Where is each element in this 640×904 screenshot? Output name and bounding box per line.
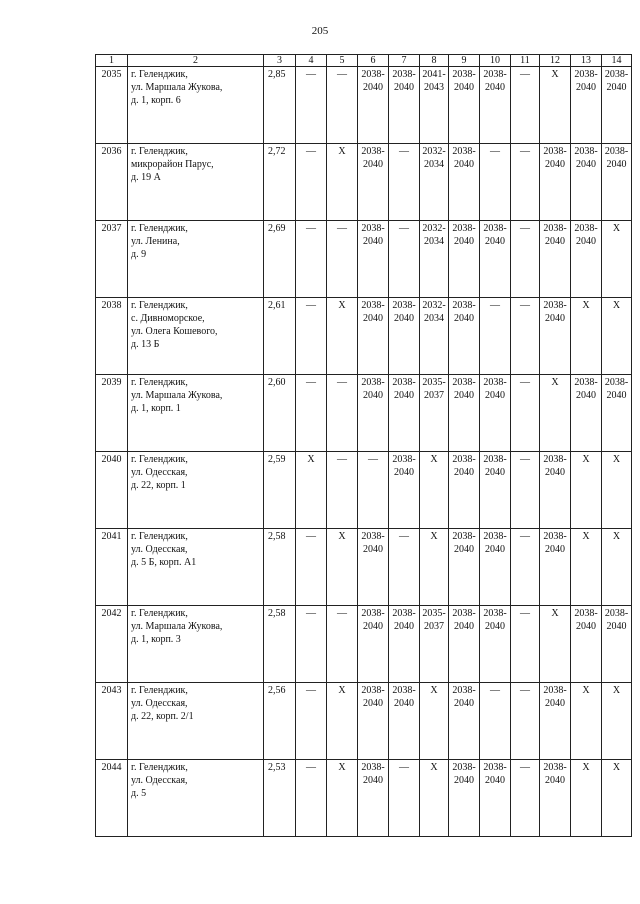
period-cell: 2038- 2040: [540, 529, 571, 606]
area-cell: 2,60: [264, 375, 296, 452]
column-number-header: 10: [480, 55, 511, 67]
period-cell: —: [296, 67, 327, 144]
period-cell: 2038- 2040: [358, 375, 389, 452]
period-cell: —: [296, 683, 327, 760]
period-cell: 2038- 2040: [449, 606, 480, 683]
period-cell: X: [571, 683, 602, 760]
page-number: 205: [311, 25, 329, 37]
period-cell: 2038- 2040: [358, 760, 389, 837]
period-cell: X: [602, 298, 632, 375]
period-cell: X: [420, 760, 449, 837]
period-cell: 2038- 2040: [449, 221, 480, 298]
period-cell: X: [327, 760, 358, 837]
row-number-cell: 2041: [96, 529, 128, 606]
period-cell: —: [296, 221, 327, 298]
period-cell: 2038- 2040: [449, 375, 480, 452]
period-cell: —: [296, 144, 327, 221]
period-cell: 2038- 2040: [540, 298, 571, 375]
address-cell: г. Геленджик, ул. Одесская, д. 5: [128, 760, 264, 837]
period-cell: 2038- 2040: [389, 683, 420, 760]
column-number-header: 12: [540, 55, 571, 67]
area-cell: 2,56: [264, 683, 296, 760]
address-cell: г. Геленджик, ул. Ленина, д. 9: [128, 221, 264, 298]
period-cell: 2038- 2040: [480, 606, 511, 683]
table-header-row: [96, 55, 632, 67]
period-cell: X: [327, 298, 358, 375]
period-cell: —: [511, 760, 540, 837]
period-cell: 2038- 2040: [449, 67, 480, 144]
period-cell: X: [571, 529, 602, 606]
area-cell: 2,69: [264, 221, 296, 298]
period-cell: —: [296, 298, 327, 375]
table-row: [96, 221, 632, 298]
period-cell: 2038- 2040: [449, 144, 480, 221]
period-cell: 2038- 2040: [602, 606, 632, 683]
column-number-header: 4: [296, 55, 327, 67]
period-cell: 2038- 2040: [358, 221, 389, 298]
period-cell: —: [480, 144, 511, 221]
period-cell: 2038- 2040: [449, 298, 480, 375]
period-cell: X: [571, 760, 602, 837]
area-cell: 2,53: [264, 760, 296, 837]
period-cell: 2038- 2040: [358, 683, 389, 760]
area-cell: 2,85: [264, 67, 296, 144]
period-cell: 2038- 2040: [358, 67, 389, 144]
period-cell: 2038- 2040: [571, 606, 602, 683]
address-cell: г. Геленджик, ул. Одесская, д. 22, корп. 1: [128, 452, 264, 529]
period-cell: —: [389, 529, 420, 606]
period-cell: 2038- 2040: [480, 67, 511, 144]
period-cell: —: [327, 221, 358, 298]
column-number-header: 6: [358, 55, 389, 67]
period-cell: 2032- 2034: [420, 298, 449, 375]
address-cell: г. Геленджик, микрорайон Парус, д. 19 А: [128, 144, 264, 221]
table-row: [96, 375, 632, 452]
period-cell: X: [602, 683, 632, 760]
address-cell: г. Геленджик, ул. Одесская, д. 22, корп. 2/1: [128, 683, 264, 760]
period-cell: 2038- 2040: [540, 221, 571, 298]
period-cell: 2038- 2040: [449, 683, 480, 760]
period-cell: 2038- 2040: [389, 298, 420, 375]
period-cell: 2038- 2040: [571, 221, 602, 298]
area-cell: 2,58: [264, 606, 296, 683]
period-cell: X: [420, 529, 449, 606]
period-cell: 2038- 2040: [358, 529, 389, 606]
period-cell: X: [296, 452, 327, 529]
column-number-header: 13: [571, 55, 602, 67]
period-cell: 2038- 2040: [571, 67, 602, 144]
period-cell: —: [511, 683, 540, 760]
table-row: [96, 760, 632, 837]
period-cell: —: [511, 606, 540, 683]
period-cell: X: [420, 683, 449, 760]
period-cell: 2038- 2040: [602, 67, 632, 144]
period-cell: —: [480, 298, 511, 375]
column-number-header: 2: [128, 55, 264, 67]
address-cell: г. Геленджик, ул. Одесская, д. 5 Б, корп. А1: [128, 529, 264, 606]
area-cell: 2,58: [264, 529, 296, 606]
period-cell: —: [327, 67, 358, 144]
period-cell: —: [389, 144, 420, 221]
period-cell: —: [296, 529, 327, 606]
period-cell: X: [327, 683, 358, 760]
period-cell: 2038- 2040: [389, 375, 420, 452]
period-cell: 2038- 2040: [358, 606, 389, 683]
row-number-cell: 2043: [96, 683, 128, 760]
period-cell: 2038- 2040: [389, 67, 420, 144]
period-cell: 2035- 2037: [420, 606, 449, 683]
period-cell: 2035- 2037: [420, 375, 449, 452]
period-cell: 2038- 2040: [358, 298, 389, 375]
area-cell: 2,61: [264, 298, 296, 375]
period-cell: 2038- 2040: [449, 760, 480, 837]
table-row: [96, 606, 632, 683]
period-cell: 2032- 2034: [420, 144, 449, 221]
address-cell: г. Геленджик, ул. Маршала Жукова, д. 1, корп. 1: [128, 375, 264, 452]
period-cell: 2038- 2040: [571, 375, 602, 452]
period-cell: X: [420, 452, 449, 529]
period-cell: 2038- 2040: [480, 529, 511, 606]
period-cell: 2032- 2034: [420, 221, 449, 298]
period-cell: 2038- 2040: [389, 606, 420, 683]
period-cell: —: [296, 606, 327, 683]
period-cell: X: [327, 144, 358, 221]
period-cell: 2038- 2040: [571, 144, 602, 221]
column-number-header: 14: [602, 55, 632, 67]
period-cell: X: [571, 452, 602, 529]
period-cell: 2038- 2040: [540, 144, 571, 221]
column-number-header: 1: [96, 55, 128, 67]
period-cell: X: [602, 760, 632, 837]
period-cell: —: [511, 144, 540, 221]
column-number-header: 11: [511, 55, 540, 67]
period-cell: 2038- 2040: [480, 221, 511, 298]
period-cell: —: [511, 67, 540, 144]
table-row: [96, 683, 632, 760]
period-cell: —: [296, 760, 327, 837]
period-cell: —: [327, 375, 358, 452]
period-cell: 2038- 2040: [449, 452, 480, 529]
period-cell: 2038- 2040: [449, 529, 480, 606]
row-number-cell: 2040: [96, 452, 128, 529]
row-number-cell: 2038: [96, 298, 128, 375]
column-number-header: 7: [389, 55, 420, 67]
period-cell: X: [540, 375, 571, 452]
row-number-cell: 2036: [96, 144, 128, 221]
period-cell: —: [296, 375, 327, 452]
row-number-cell: 2037: [96, 221, 128, 298]
period-cell: X: [602, 452, 632, 529]
area-cell: 2,59: [264, 452, 296, 529]
address-cell: г. Геленджик, с. Дивноморское, ул. Олега Кошевого, д. 13 Б: [128, 298, 264, 375]
column-number-header: 5: [327, 55, 358, 67]
period-cell: X: [540, 606, 571, 683]
row-number-cell: 2039: [96, 375, 128, 452]
period-cell: X: [571, 298, 602, 375]
period-cell: —: [511, 529, 540, 606]
row-number-cell: 2042: [96, 606, 128, 683]
period-cell: —: [358, 452, 389, 529]
period-cell: —: [511, 298, 540, 375]
period-cell: 2038- 2040: [602, 375, 632, 452]
period-cell: 2038- 2040: [540, 760, 571, 837]
period-cell: 2041- 2043: [420, 67, 449, 144]
period-cell: 2038- 2040: [602, 144, 632, 221]
period-cell: 2038- 2040: [480, 452, 511, 529]
table-row: [96, 144, 632, 221]
period-cell: —: [327, 606, 358, 683]
period-cell: —: [327, 452, 358, 529]
row-number-cell: 2035: [96, 67, 128, 144]
period-cell: 2038- 2040: [480, 375, 511, 452]
period-cell: X: [602, 221, 632, 298]
period-cell: —: [511, 375, 540, 452]
column-number-header: 9: [449, 55, 480, 67]
period-cell: —: [511, 452, 540, 529]
period-cell: X: [540, 67, 571, 144]
period-cell: 2038- 2040: [480, 760, 511, 837]
housing-table: [95, 54, 632, 837]
period-cell: —: [389, 221, 420, 298]
period-cell: X: [327, 529, 358, 606]
period-cell: X: [602, 529, 632, 606]
column-number-header: 8: [420, 55, 449, 67]
period-cell: —: [480, 683, 511, 760]
column-number-header: 3: [264, 55, 296, 67]
period-cell: 2038- 2040: [358, 144, 389, 221]
area-cell: 2,72: [264, 144, 296, 221]
table-row: [96, 67, 632, 144]
row-number-cell: 2044: [96, 760, 128, 837]
period-cell: 2038- 2040: [389, 452, 420, 529]
address-cell: г. Геленджик, ул. Маршала Жукова, д. 1, корп. 6: [128, 67, 264, 144]
table-row: [96, 298, 632, 375]
table-row: [96, 452, 632, 529]
period-cell: 2038- 2040: [540, 683, 571, 760]
period-cell: —: [389, 760, 420, 837]
period-cell: 2038- 2040: [540, 452, 571, 529]
address-cell: г. Геленджик, ул. Маршала Жукова, д. 1, корп. 3: [128, 606, 264, 683]
table-row: [96, 529, 632, 606]
period-cell: —: [511, 221, 540, 298]
